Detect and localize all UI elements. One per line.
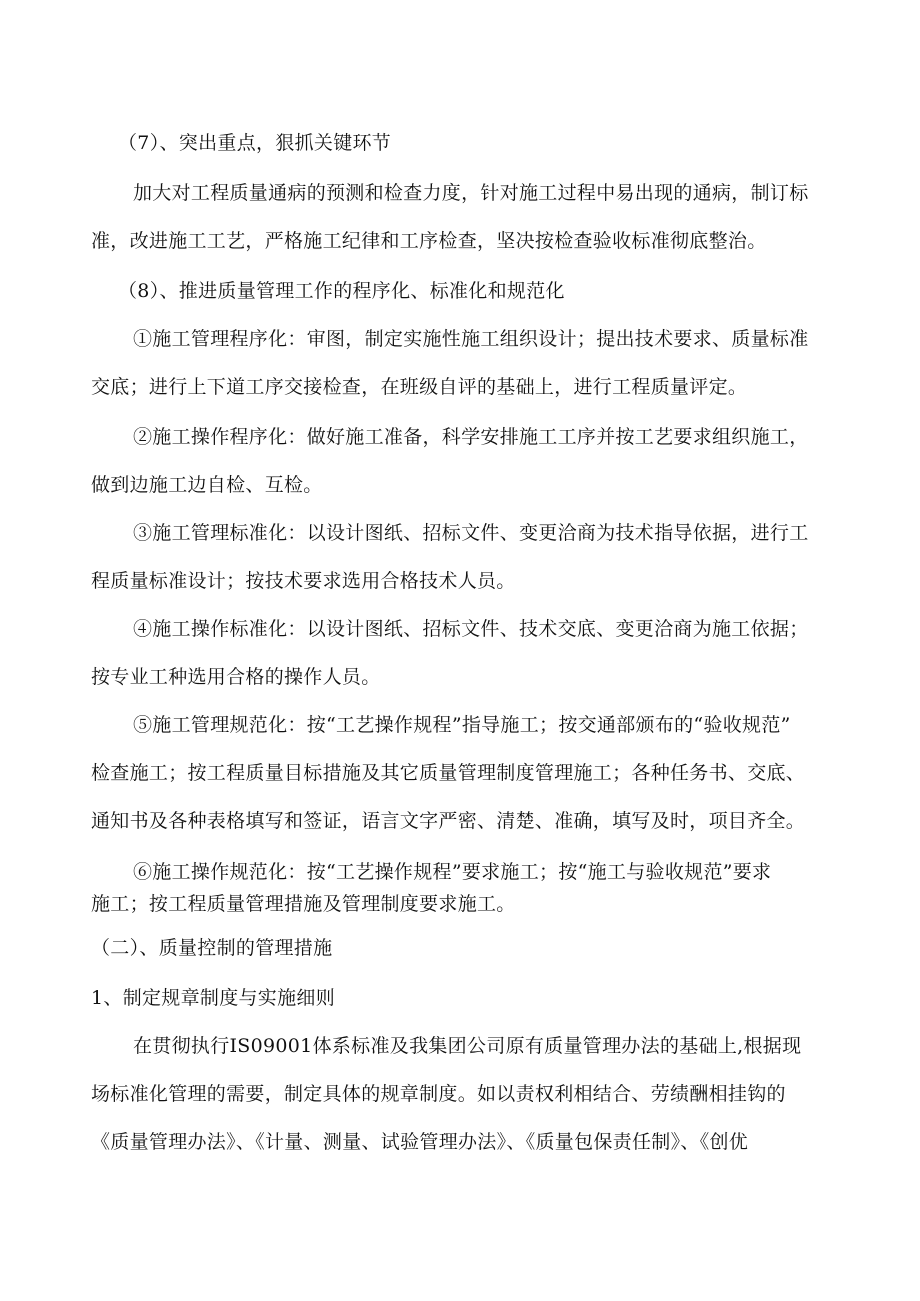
heading-8-standardization: （8）、推进质量管理工作的程序化、标准化和规范化 (118, 280, 565, 302)
heading-7-key-links: （7）、突出重点，狠抓关键环节 (118, 132, 392, 154)
item-1-line: 交底；进行上下道工序交接检查，在班级自评的基础上，进行工程质量评定。 (91, 376, 748, 398)
item-2-line: 做到边施工边自检、互检。 (91, 474, 323, 496)
item-3-line: ③施工管理标准化：以设计图纸、招标文件、变更洽商为技术指导依据，进行工 (133, 522, 809, 544)
item-4-line: 按专业工种选用合格的操作人员。 (91, 666, 381, 688)
paragraph-line: 《质量管理办法》、《计量、测量、试验管理办法》、《质量包保责任制》、《创优 (91, 1131, 749, 1153)
item-5-line: 检查施工；按工程质量目标措施及其它质量管理制度管理施工；各种任务书、交底、 (91, 762, 806, 784)
item-2-line: ②施工操作程序化：做好施工准备，科学安排施工工序并按工艺要求组织施工， (133, 426, 809, 448)
item-3-line: 程质量标准设计；按技术要求选用合格技术人员。 (91, 570, 516, 592)
item-6-line: 施工；按工程质量管理措施及管理制度要求施工。 (91, 893, 516, 915)
item-5-line: ⑤施工管理规范化：按“工艺操作规程”指导施工；按交通部颁布的“验收规范” (133, 714, 791, 736)
paragraph-line: 场标准化管理的需要，制定具体的规章制度。如以责权利相结合、劳绩酬相挂钩的 (91, 1083, 786, 1105)
item-6-line: ⑥施工操作规范化：按“工艺操作规程”要求施工；按“施工与验收规范”要求 (133, 861, 772, 883)
paragraph-line: 准，改进施工工艺，严格施工纪律和工序检查，坚决按检查验收标准彻底整治。 (91, 230, 767, 252)
paragraph-line: 加大对工程质量通病的预测和检查力度，针对施工过程中易出现的通病，制订标 (133, 182, 809, 204)
section-heading-quality-control: （二）、质量控制的管理措施 (91, 937, 333, 959)
subsection-heading-rules: 1、制定规章制度与实施细则 (91, 987, 335, 1009)
item-1-line: ①施工管理程序化：审图，制定实施性施工组织设计；提出技术要求、质量标准 (133, 328, 809, 350)
item-5-line: 通知书及各种表格填写和签证，语言文字严密、清楚、准确，填写及时，项目齐全。 (91, 810, 806, 832)
paragraph-line: 在贯彻执行IS09001体系标准及我集团公司原有质量管理办法的基础上,根据现 (133, 1035, 802, 1057)
item-4-line: ④施工操作标准化：以设计图纸、招标文件、技术交底、变更洽商为施工依据； (133, 618, 809, 640)
